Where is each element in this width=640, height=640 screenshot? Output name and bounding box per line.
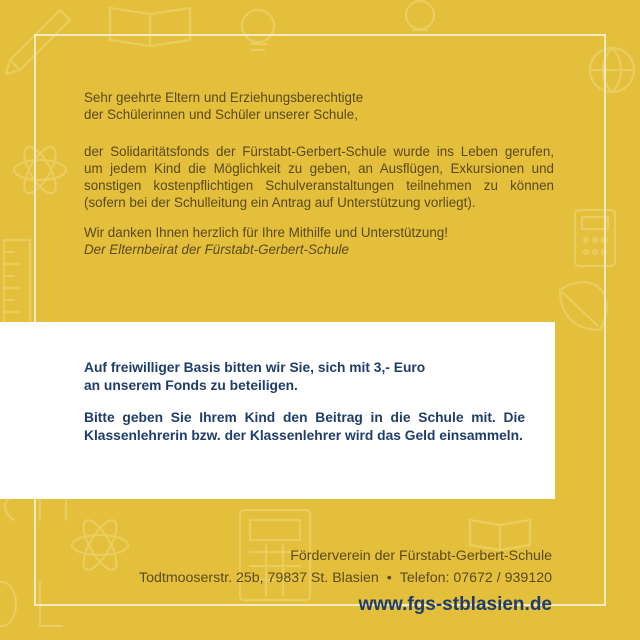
greeting-line-2: der Schülerinnen und Schüler unserer Schule,: [84, 107, 358, 122]
footer-organization: Förderverein der Fürstabt-Gerbert-Schule: [290, 548, 552, 564]
footer-separator: •: [386, 570, 392, 586]
footer-contact: [139, 545, 552, 589]
letter-greeting: [84, 89, 554, 123]
footer-address: Todtmooserstr. 25b, 79837 St. Blasien: [139, 570, 379, 586]
letter-signature: Der Elternbeirat der Fürstabt-Gerbert-Schule: [84, 242, 349, 257]
letter-thanks: Wir danken Ihnen herzlich für Ihre Mithilfe und Unterstützung!: [84, 225, 448, 240]
website-link[interactable]: www.fgs-stblasien.de: [358, 594, 552, 615]
notice-line-2: an unserem Fonds zu beteiligen.: [84, 378, 298, 393]
letter-section: [84, 89, 554, 258]
greeting-line-1: Sehr geehrte Eltern und Erziehungsberechtigte: [84, 90, 364, 105]
contribution-notice-panel: [0, 322, 555, 499]
footer-phone: Telefon: 07672 / 939120: [399, 570, 552, 586]
ruler-icon: [4, 240, 30, 330]
notice-line-1: Auf freiwilliger Basis bitten wir Sie, sich mit 3,- Euro: [84, 360, 426, 375]
notice-text: [84, 359, 525, 445]
letter-body: der Solidaritätsfonds der Fürstabt-Gerbert-Schule wurde ins Leben gerufen, um jedem Kind die Möglichkeit zu geben, an Ausflügen, Exkursionen und sonstigen kostenpflichtigen Schulveranstaltungen teilnehmen zu können (sofern bei der Schulleitung ein Antrag auf Unterstützung vorliegt).: [84, 144, 554, 210]
lightbulb-icon: [406, 1, 434, 30]
footer-address-line: [139, 567, 552, 589]
notice-paragraph-2: Bitte geben Sie Ihrem Kind den Beitrag in die Schule mit. Die Klassenlehrerin bzw. der Klassenlehrer wird das Geld einsammeln.: [84, 410, 525, 443]
notice-paragraph-1: [84, 359, 525, 395]
